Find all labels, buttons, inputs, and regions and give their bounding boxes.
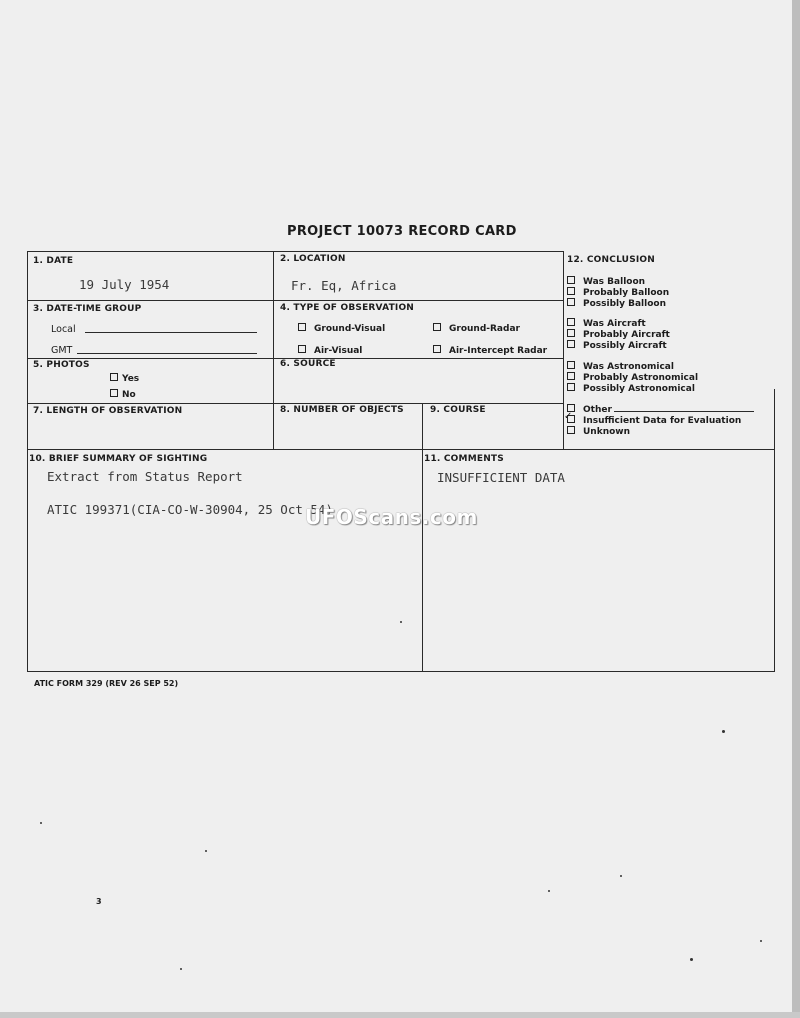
conclusion-option — [567, 318, 646, 329]
photos-no — [110, 389, 136, 400]
conclusion-option-text: Probably Astronomical — [583, 373, 699, 383]
checkbox-icon — [298, 323, 306, 331]
checkbox-box — [567, 340, 575, 348]
conclusion-option — [567, 298, 666, 309]
divider-row-2 — [27, 300, 563, 301]
scan-speck — [760, 940, 762, 942]
record-card-form — [27, 251, 775, 672]
checkbox-icon — [567, 426, 583, 437]
watermark-text: UFOScans.com — [305, 505, 478, 529]
conclusion-option — [564, 411, 742, 426]
course-label: 9. COURSE — [430, 405, 486, 415]
scan-speck — [620, 875, 622, 877]
comments-label: 11. COMMENTS — [424, 454, 504, 464]
checkbox-box — [567, 372, 575, 380]
card-title: PROJECT 10073 RECORD CARD — [287, 224, 517, 239]
obs-ground-visual — [298, 323, 385, 334]
checkbox-box — [567, 318, 575, 326]
scan-speck — [400, 621, 402, 623]
checkbox-icon — [567, 361, 583, 372]
obs-ground-visual-text: Ground-Visual — [314, 324, 386, 334]
checkbox-icon — [567, 329, 583, 340]
obs-air-intercept — [433, 345, 547, 356]
conclusion-option-text: Was Aircraft — [583, 319, 646, 329]
obs-air-visual-text: Air-Visual — [314, 346, 363, 356]
date-label: 1. DATE — [33, 256, 74, 266]
gmt-label: GMT — [51, 345, 73, 356]
conclusion-option-text: Possibly Aircraft — [583, 341, 667, 351]
conclusion-option — [567, 361, 674, 372]
conclusion-option-text: Was Astronomical — [583, 362, 674, 372]
page-mark: 3 — [96, 897, 102, 906]
border-left — [27, 251, 28, 672]
checkbox-icon — [110, 373, 118, 381]
checkbox-box — [567, 361, 575, 369]
conclusion-option-text: Probably Aircraft — [583, 330, 670, 340]
local-line — [85, 332, 257, 333]
checkbox-icon — [433, 323, 441, 331]
checkbox-box — [567, 287, 575, 295]
divider-course — [422, 403, 423, 449]
border-top-left — [27, 251, 563, 252]
obs-type-label: 4. TYPE OF OBSERVATION — [280, 303, 415, 313]
conclusion-option — [567, 340, 667, 351]
checkbox-icon — [298, 345, 306, 353]
form-footer: ATIC FORM 329 (REV 26 SEP 52) — [34, 679, 179, 688]
summary-label: 10. BRIEF SUMMARY OF SIGHTING — [29, 454, 208, 464]
checkbox-box — [567, 298, 575, 306]
scan-speck — [205, 850, 207, 852]
checkbox-icon — [567, 340, 583, 351]
checkbox-icon — [567, 318, 583, 329]
scan-speck — [180, 968, 182, 970]
conclusion-option — [567, 404, 754, 415]
conclusion-option-text: Possibly Astronomical — [583, 384, 695, 394]
local-label: Local — [51, 324, 76, 335]
conclusion-option-text: Probably Balloon — [583, 288, 670, 298]
length-label: 7. LENGTH OF OBSERVATION — [33, 406, 183, 416]
obs-air-intercept-text: Air-Intercept Radar — [449, 346, 548, 356]
divider-comments — [422, 449, 423, 671]
checkbox-icon — [564, 411, 583, 426]
checkbox-box — [567, 426, 575, 434]
checkbox-icon — [567, 383, 583, 394]
checkbox-icon — [110, 389, 118, 397]
conclusion-option-text: Other — [583, 405, 612, 415]
photos-yes-text: Yes — [122, 374, 140, 384]
check-mark-icon: ✓ — [564, 411, 573, 422]
summary-line-2: ATIC 199371(CIA-CO-W-30904, 25 Oct 54) — [47, 502, 333, 517]
conclusion-option-text: Insufficient Data for Evaluation — [583, 416, 742, 426]
checkbox-icon — [567, 287, 583, 298]
other-line — [614, 411, 754, 412]
scan-edge-bottom — [0, 1012, 800, 1018]
scan-speck — [40, 822, 42, 824]
scan-speck — [548, 890, 550, 892]
obs-air-visual — [298, 345, 362, 356]
conclusion-option — [567, 372, 698, 383]
photos-label: 5. PHOTOS — [33, 360, 90, 370]
conclusion-option-text: Was Balloon — [583, 277, 646, 287]
location-label: 2. LOCATION — [280, 254, 346, 264]
obs-ground-radar-text: Ground-Radar — [449, 324, 520, 334]
dtg-label: 3. DATE-TIME GROUP — [33, 304, 142, 314]
divider-col-2 — [273, 251, 274, 449]
photos-no-text: No — [122, 390, 136, 400]
checkbox-icon — [567, 298, 583, 309]
conclusion-option-text: Unknown — [583, 427, 631, 437]
checkbox-box — [567, 383, 575, 391]
checkbox-box — [567, 329, 575, 337]
date-value: 19 July 1954 — [79, 277, 170, 292]
comments-value: INSUFFICIENT DATA — [437, 470, 565, 485]
conclusion-option — [567, 426, 630, 437]
conclusion-option-text: Possibly Balloon — [583, 299, 666, 309]
conclusion-label: 12. CONCLUSION — [567, 255, 656, 265]
divider-row-5 — [27, 449, 775, 450]
scan-edge-right — [792, 0, 800, 1018]
checkbox-icon — [433, 345, 441, 353]
divider-row-4 — [27, 403, 563, 404]
border-right — [774, 389, 775, 672]
photos-yes — [110, 373, 139, 384]
gmt-line — [77, 353, 257, 354]
obs-ground-radar — [433, 323, 520, 334]
conclusion-option — [567, 329, 670, 340]
conclusion-option — [567, 383, 695, 394]
checkbox-box — [567, 276, 575, 284]
checkbox-icon — [567, 372, 583, 383]
border-bottom — [27, 671, 775, 672]
scan-speck — [722, 730, 725, 733]
checkbox-icon — [567, 276, 583, 287]
num-objects-label: 8. NUMBER OF OBJECTS — [280, 405, 404, 415]
location-value: Fr. Eq, Africa — [291, 278, 397, 293]
summary-line-1: Extract from Status Report — [47, 469, 243, 484]
scan-speck — [690, 958, 693, 961]
conclusion-option — [567, 287, 669, 298]
source-label: 6. SOURCE — [280, 359, 336, 369]
conclusion-option — [567, 276, 645, 287]
